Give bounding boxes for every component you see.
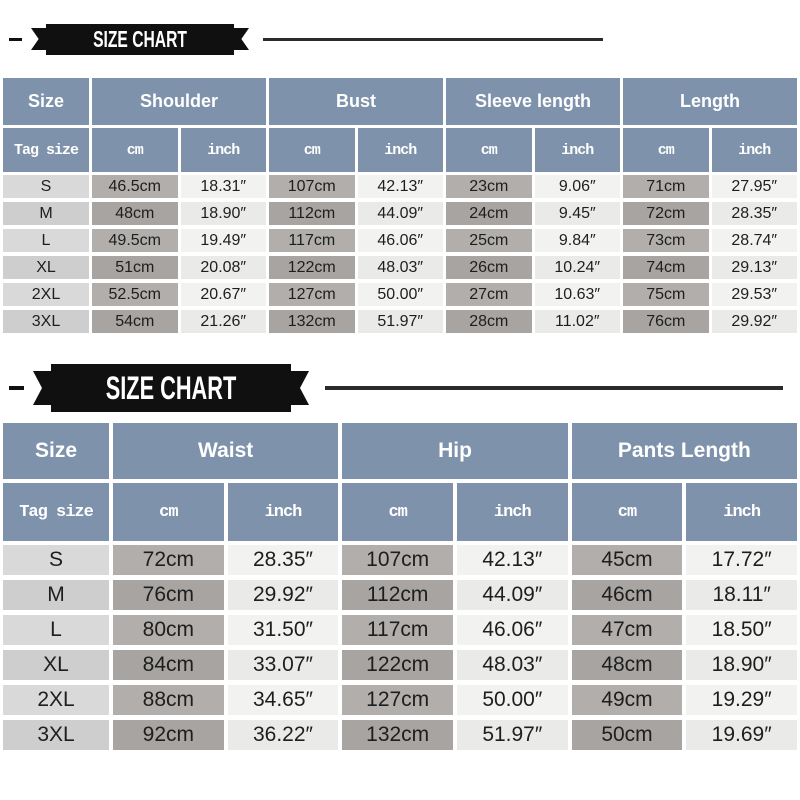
table-cell: 3XL [3,720,109,750]
table-cell: 75cm [623,283,709,306]
table-cell: 24cm [446,202,532,225]
table-cell: 36.22″ [228,720,339,750]
column-header: cm [113,483,224,541]
table-cell: 19.29″ [686,685,797,715]
table-cell: 48cm [572,650,683,680]
table-cell: 122cm [342,650,453,680]
unit-header-row [3,128,797,172]
table-cell: 44.09″ [457,580,568,610]
table-body [3,545,797,750]
table-cell: 52.5cm [92,283,178,306]
table-cell: 10.24″ [535,256,621,279]
table-cell: 107cm [342,545,453,575]
table-cell: 17.72″ [686,545,797,575]
table-cell: 21.26″ [181,310,267,333]
table-cell: 28.35″ [712,202,798,225]
table-cell: 34.65″ [228,685,339,715]
table-cell: 18.31″ [181,175,267,198]
table-cell: 46.06″ [358,229,444,252]
table-cell: 3XL [3,310,89,333]
table-cell: 10.63″ [535,283,621,306]
table-cell: 112cm [269,202,355,225]
table-row [3,580,797,610]
column-group-header: Length [623,78,797,125]
table-cell: 132cm [342,720,453,750]
column-header: Tag size [3,128,89,172]
group-header-row [3,78,797,125]
table-cell: 46.06″ [457,615,568,645]
table-cell: 73cm [623,229,709,252]
left-dash-icon [9,38,22,41]
column-header: cm [446,128,532,172]
table-cell: 42.13″ [358,175,444,198]
table-cell: 44.09″ [358,202,444,225]
table-cell: XL [3,650,109,680]
column-header: cm [572,483,683,541]
table-cell: 112cm [342,580,453,610]
table-cell: 48.03″ [457,650,568,680]
column-header: inch [712,128,798,172]
column-header: inch [457,483,568,541]
table-cell: 127cm [342,685,453,715]
column-group-header: Shoulder [92,78,266,125]
table-cell: 42.13″ [457,545,568,575]
table-cell: 48.03″ [358,256,444,279]
table-cell: S [3,175,89,198]
ribbon-left-tail-icon [33,371,53,405]
table-row [3,650,797,680]
table-row [3,229,797,252]
table-cell: 84cm [113,650,224,680]
table-cell: 76cm [113,580,224,610]
table-cell: L [3,229,89,252]
table-cell: 29.53″ [712,283,798,306]
table-cell: 46cm [572,580,683,610]
column-header: cm [342,483,453,541]
bottom-size-table [3,423,797,750]
table-cell: 28cm [446,310,532,333]
size-chart-banner-bottom [3,353,797,423]
size-chart-banner-top [3,0,797,78]
banner-title-text: SIZE CHART [93,25,187,52]
table-row [3,175,797,198]
column-header: inch [535,128,621,172]
table-cell: 46.5cm [92,175,178,198]
horizontal-rule [263,38,603,41]
table-row [3,685,797,715]
table-cell: 50cm [572,720,683,750]
table-cell: 76cm [623,310,709,333]
column-header: inch [686,483,797,541]
table-cell: L [3,615,109,645]
column-header: inch [358,128,444,172]
table-cell: 50.00″ [358,283,444,306]
table-cell: 51cm [92,256,178,279]
table-cell: 28.74″ [712,229,798,252]
table-cell: 33.07″ [228,650,339,680]
table-cell: 45cm [572,545,683,575]
table-cell: 80cm [113,615,224,645]
table-cell: 51.97″ [358,310,444,333]
table-cell: 11.02″ [535,310,621,333]
table-cell: 27cm [446,283,532,306]
banner-title [51,364,291,412]
table-cell: M [3,580,109,610]
table-cell: 2XL [3,685,109,715]
table-cell: 27.95″ [712,175,798,198]
table-cell: 72cm [113,545,224,575]
table-cell: 2XL [3,283,89,306]
table-cell: 31.50″ [228,615,339,645]
table-row [3,310,797,333]
table-row [3,283,797,306]
table-row [3,545,797,575]
column-header: cm [92,128,178,172]
table-cell: 29.13″ [712,256,798,279]
horizontal-rule [325,386,783,390]
table-row [3,615,797,645]
table-cell: 23cm [446,175,532,198]
table-cell: 92cm [113,720,224,750]
table-cell: 47cm [572,615,683,645]
group-header-row [3,423,797,479]
unit-header-row [3,483,797,541]
ribbon-right-tail-icon [232,28,249,50]
table-cell: 19.49″ [181,229,267,252]
table-cell: 127cm [269,283,355,306]
table-cell: 20.67″ [181,283,267,306]
banner-title [46,24,234,55]
table-cell: 88cm [113,685,224,715]
column-group-header: Waist [113,423,338,479]
table-cell: 71cm [623,175,709,198]
column-group-header: Bust [269,78,443,125]
table-cell: 117cm [269,229,355,252]
table-cell: 122cm [269,256,355,279]
table-cell: 117cm [342,615,453,645]
column-header: inch [228,483,339,541]
column-group-header: Size [3,78,89,125]
banner-title-text: SIZE CHART [105,369,237,406]
table-cell: 20.08″ [181,256,267,279]
table-cell: 50.00″ [457,685,568,715]
table-cell: 9.84″ [535,229,621,252]
table-cell: 18.50″ [686,615,797,645]
ribbon-right-tail-icon [289,371,309,405]
table-cell: 54cm [92,310,178,333]
table-cell: 9.45″ [535,202,621,225]
ribbon-left-tail-icon [31,28,48,50]
left-dash-icon [9,386,24,390]
table-cell: 28.35″ [228,545,339,575]
top-size-table [3,78,797,333]
table-cell: 25cm [446,229,532,252]
table-cell: 18.90″ [686,650,797,680]
table-cell: S [3,545,109,575]
table-cell: 49.5cm [92,229,178,252]
table-cell: 51.97″ [457,720,568,750]
column-group-header: Sleeve length [446,78,620,125]
table-cell: 9.06″ [535,175,621,198]
table-row [3,202,797,225]
table-cell: 19.69″ [686,720,797,750]
table-cell: 29.92″ [228,580,339,610]
column-group-header: Pants Length [572,423,797,479]
table-row [3,720,797,750]
table-body [3,175,797,333]
column-header: inch [181,128,267,172]
column-header: Tag size [3,483,109,541]
column-group-header: Size [3,423,109,479]
table-row [3,256,797,279]
column-group-header: Hip [342,423,567,479]
table-cell: 74cm [623,256,709,279]
column-header: cm [623,128,709,172]
table-cell: 49cm [572,685,683,715]
table-cell: 72cm [623,202,709,225]
table-cell: 18.11″ [686,580,797,610]
table-cell: 132cm [269,310,355,333]
table-cell: 48cm [92,202,178,225]
table-cell: 18.90″ [181,202,267,225]
table-cell: 26cm [446,256,532,279]
table-cell: 29.92″ [712,310,798,333]
column-header: cm [269,128,355,172]
table-cell: XL [3,256,89,279]
table-cell: 107cm [269,175,355,198]
table-cell: M [3,202,89,225]
